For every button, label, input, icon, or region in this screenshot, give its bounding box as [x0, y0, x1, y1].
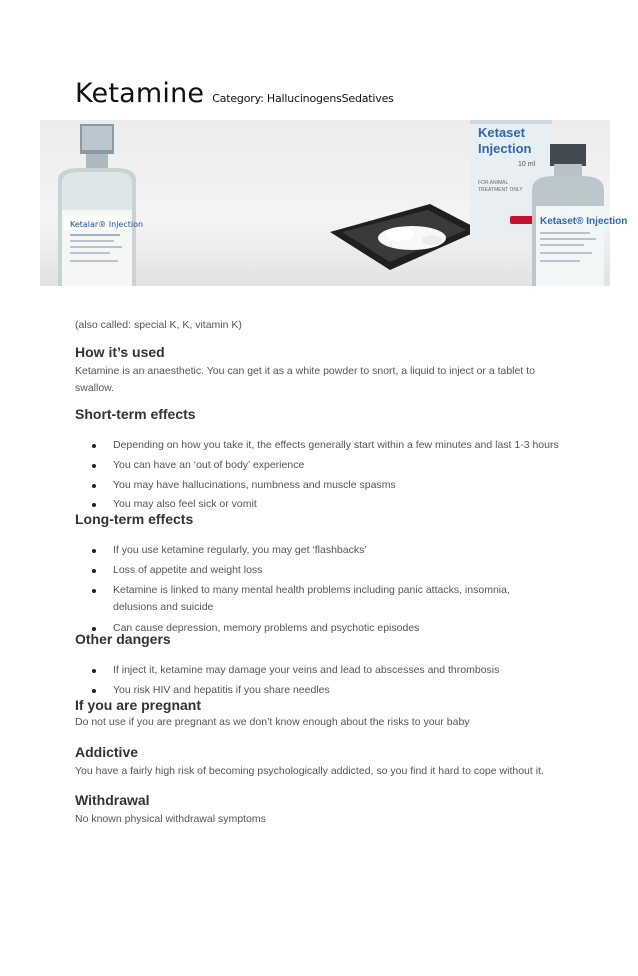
heading-short-term-effects: Short-term effects: [75, 406, 196, 422]
ketamine-photo: [40, 120, 628, 286]
box-small-2: TREATMENT ONLY: [478, 187, 523, 193]
list-item: You may also feel sick or vomit: [90, 496, 560, 513]
long-term-effects-list: [90, 542, 560, 637]
list-item: Can cause depression, memory problems and psychotic episodes: [90, 620, 560, 637]
page-title: Ketamine: [75, 78, 205, 109]
list-item: Ketamine is linked to many mental health problems including panic attacks, insomnia, delusions and suicide: [90, 582, 560, 616]
vial-left-label: Ketalar® Injection: [70, 220, 144, 229]
list-item: If you use ketamine regularly, you may get ‘flashbacks’: [90, 542, 560, 559]
heading-long-term-effects: Long-term effects: [75, 511, 194, 527]
list-item: If inject it, ketamine may damage your veins and lead to abscesses and thrombosis: [90, 662, 560, 679]
list-item: Depending on how you take it, the effects generally start within a few minutes and last 1-3 hours: [90, 437, 560, 454]
category-label: Category: HallucinogensSedatives: [212, 92, 394, 105]
heading-other-dangers: Other dangers: [75, 631, 171, 647]
heading-how-its-used: How it’s used: [75, 344, 165, 360]
list-item: Loss of appetite and weight loss: [90, 562, 560, 579]
vial-right-label: Ketaset® Injection: [540, 216, 628, 227]
short-term-effects-list: [90, 437, 560, 513]
box-title-2: Injection: [478, 141, 532, 156]
list-item: You may have hallucinations, numbness and muscle spasms: [90, 477, 560, 494]
pregnant-text: Do not use if you are pregnant as we don’t know enough about the risks to your baby: [75, 716, 470, 728]
heading-addictive: Addictive: [75, 744, 139, 760]
list-item: You risk HIV and hepatitis if you share needles: [90, 682, 560, 699]
box-title-1: Ketaset: [478, 125, 525, 140]
addictive-text: You have a fairly high risk of becoming psychologically addicted, so you find it hard to cope without it.: [75, 765, 544, 777]
product-illustration: [40, 120, 628, 286]
title-row: [75, 78, 394, 109]
box-small-1: FOR ANIMAL: [478, 180, 509, 186]
list-item: You can have an ‘out of body’ experience: [90, 457, 560, 474]
other-dangers-list: [90, 662, 560, 699]
also-called-text: (also called: special K, K, vitamin K): [75, 319, 242, 331]
heading-if-you-are-pregnant: If you are pregnant: [75, 697, 202, 713]
how-its-used-text: Ketamine is an anaesthetic. You can get it as a white powder to snort, a liquid to inject or a tablet to swallow.: [75, 365, 535, 394]
box-volume: 10 ml: [518, 161, 536, 168]
heading-withdrawal: Withdrawal: [75, 792, 150, 808]
withdrawal-text: No known physical withdrawal symptoms: [75, 813, 266, 825]
